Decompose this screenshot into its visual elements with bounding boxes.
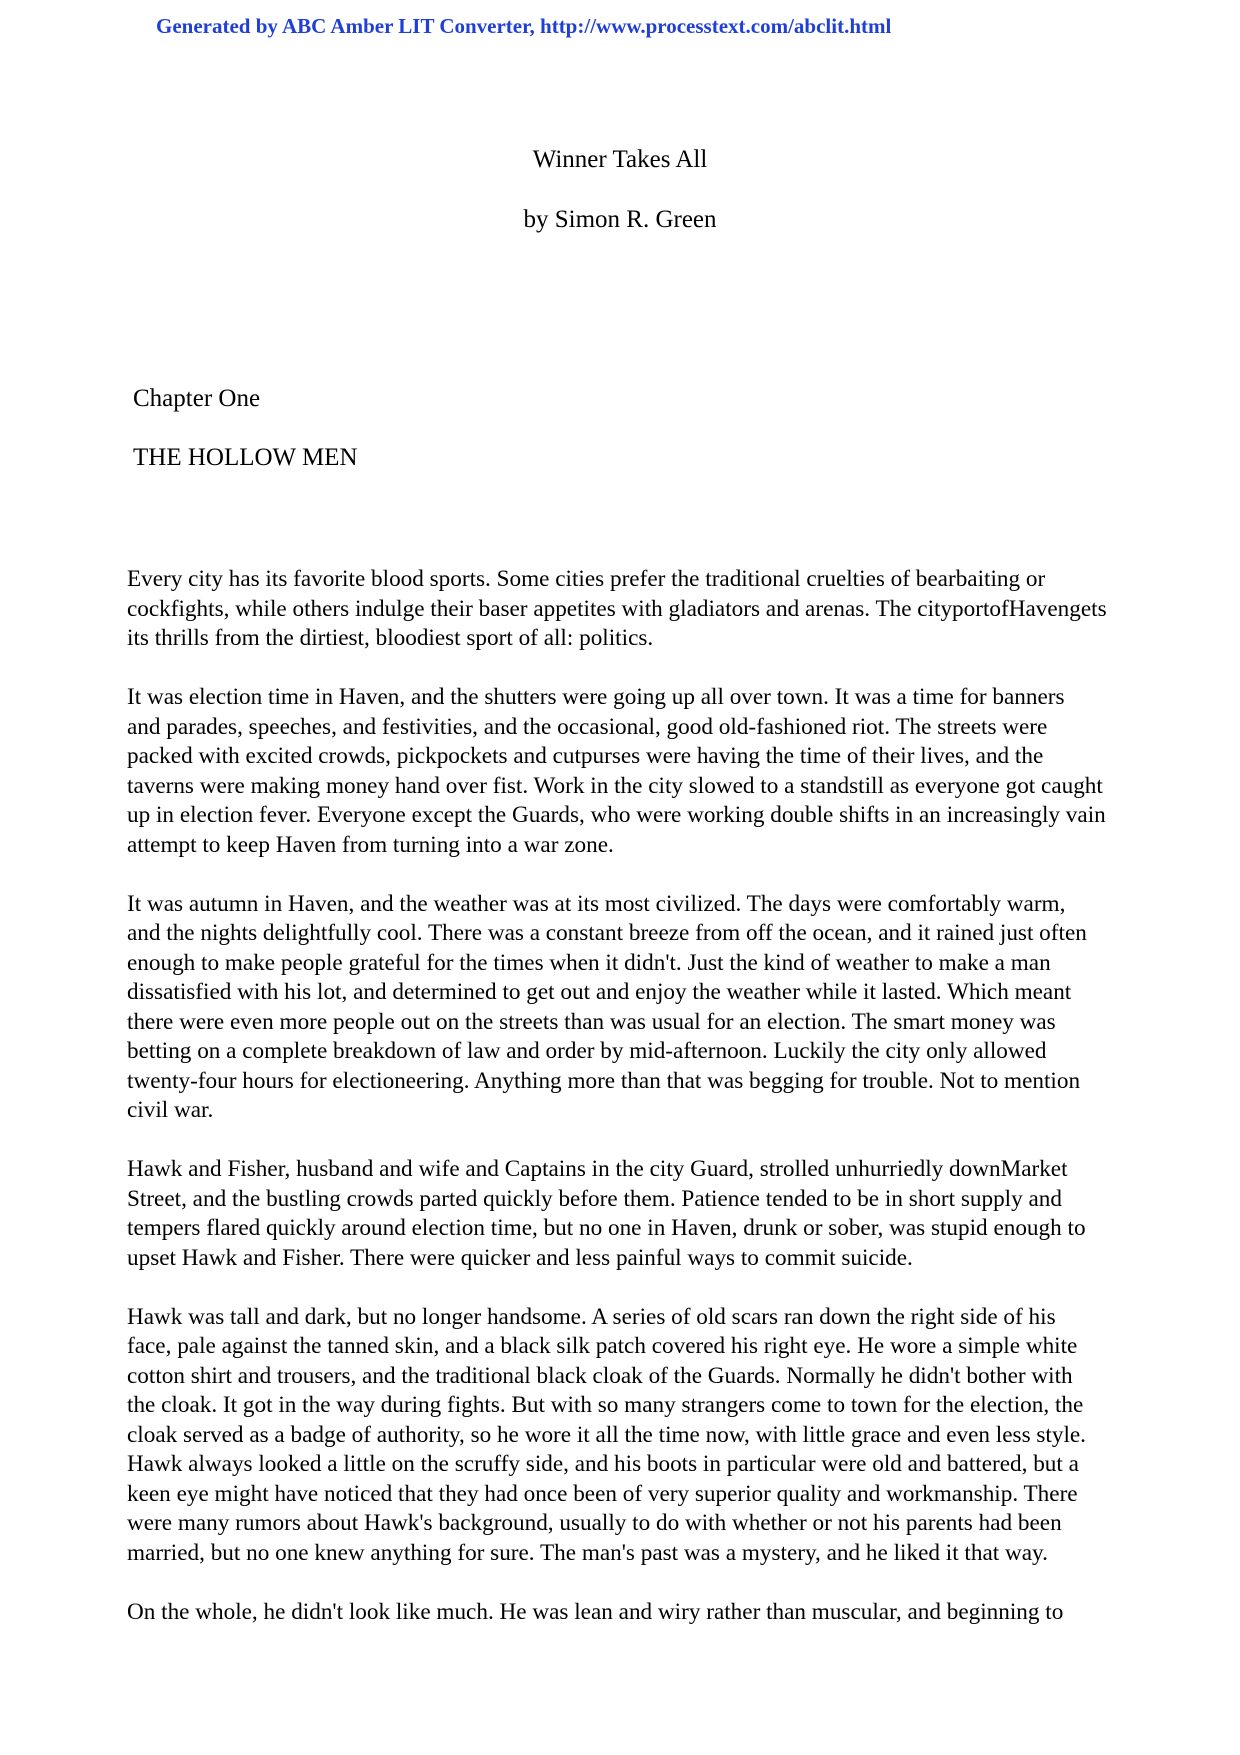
- paragraph: Every city has its favorite blood sports. Some cities prefer the traditional cruelties of bearbaiting or cockfights, while others indulge their baser appetites with gladiators and arenas. The cityportofHavengets its thrills from the dirtiest, bloodiest sport of all: politics.: [127, 566, 1107, 651]
- book-author: by Simon R. Green: [523, 206, 717, 233]
- chapter-title: THE HOLLOW MEN: [133, 444, 358, 471]
- converter-banner: Generated by ABC Amber LIT Converter, http://www.processtext.com/abclit.html: [156, 14, 892, 38]
- paragraph: On the whole, he didn't look like much. He was lean and wiry rather than muscular, and beginning to: [127, 1598, 1064, 1625]
- chapter-body: [127, 565, 1127, 1657]
- paragraph: It was autumn in Haven, and the weather was at its most civilized. The days were comfortably warm, and the nights delightfully cool. There was a constant breeze from off the ocean, and it rained just often enough to make people grateful for the times when it didn't. Just the kind of weather to make a man dissatisfied with his lot, and determined to get out and enjoy the weather while it lasted. Which meant there were even more people out on the streets than was usual for an election. The smart money was betting on a complete breakdown of law and order by mid-afternoon. Luckily the city only allowed twenty-four hours for electioneering. Anything more than that was begging for trouble. Not to mention civil war.: [127, 890, 1087, 1123]
- paragraph: Hawk was tall and dark, but no longer handsome. A series of old scars ran down the right side of his face, pale against the tanned skin, and a black silk patch covered his right eye. He wore a simple white cotton shirt and trousers, and the traditional black cloak of the Guards. Normally he didn't bother with the cloak. It got in the way during fights. But with so many strangers come to town for the election, the cloak served as a badge of authority, so he wore it all the time now, with little grace and even less style. Hawk always looked a little on the scruffy side, and his boots in particular were old and battered, but a keen eye might have noticed that they had once been of very superior quality and workmanship. There were many rumors about Hawk's background, usually to do with whether or not his parents had been married, but no one knew anything for sure. The man's past was a mystery, and he liked it that way.: [127, 1303, 1086, 1566]
- book-title: Winner Takes All: [532, 146, 708, 173]
- paragraph: It was election time in Haven, and the shutters were going up all over town. It was a time for banners and parades, speeches, and festivities, and the occasional, good old-fashioned riot. The streets were packed with excited crowds, pickpockets and cutpurses were having the time of their lives, and the taverns were making money hand over fist. Work in the city slowed to a standstill as everyone got caught up in election fever. Everyone except the Guards, who were working double shifts in an increasingly vain attempt to keep Haven from turning into a war zone.: [127, 684, 1106, 858]
- chapter-label: Chapter One: [133, 385, 261, 412]
- paragraph: Hawk and Fisher, husband and wife and Captains in the city Guard, strolled unhurriedly downMarket Street, and the bustling crowds parted quickly before them. Patience tended to be in short supply and tempers flared quickly around election time, but no one in Haven, drunk or sober, was stupid enough to upset Hawk and Fisher. There were quicker and less painful ways to commit suicide.: [127, 1156, 1086, 1271]
